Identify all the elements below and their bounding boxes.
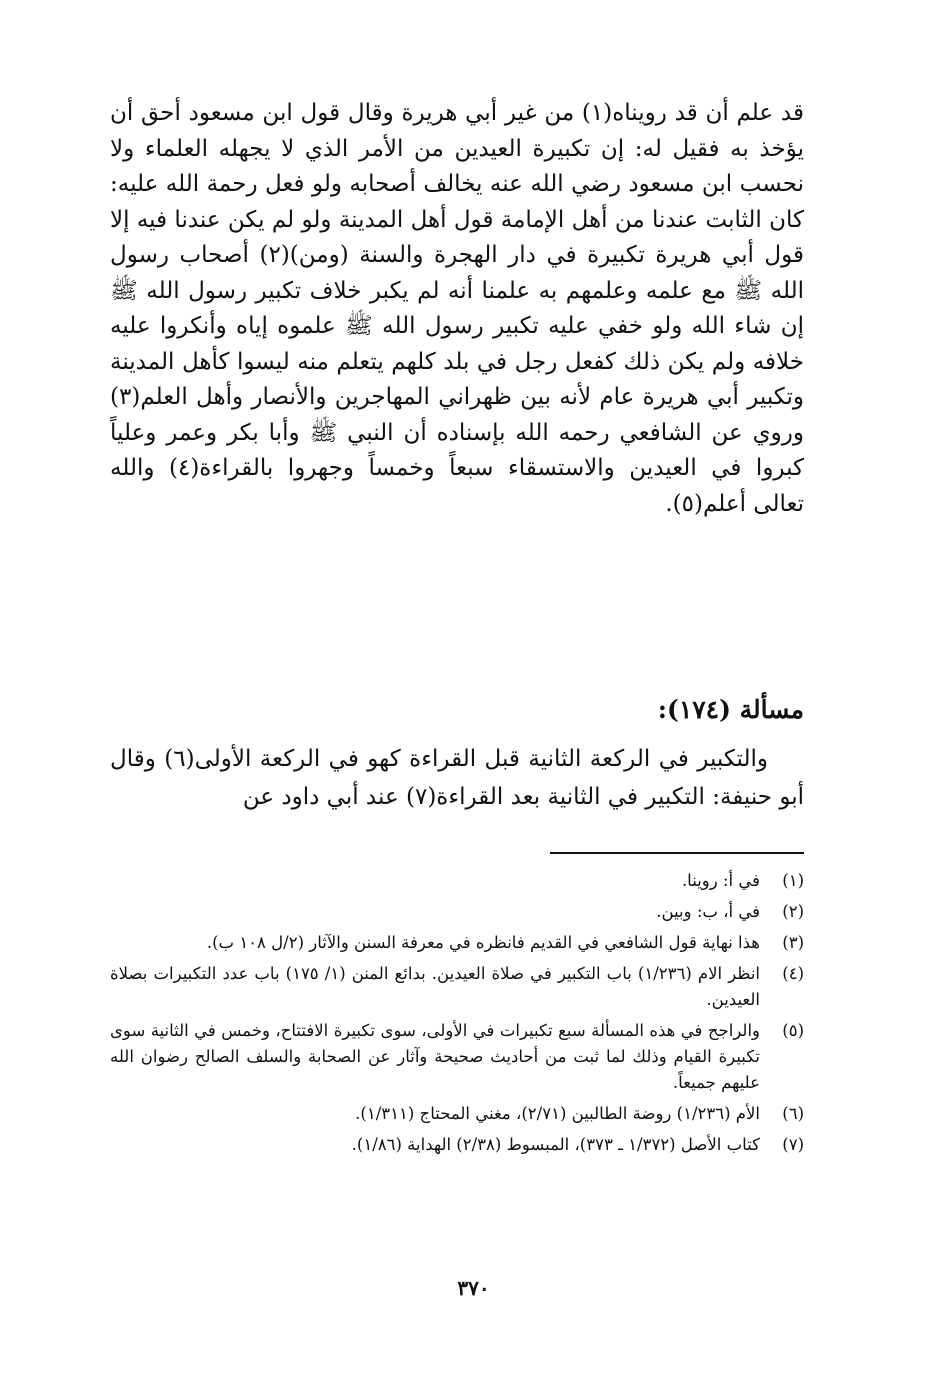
page-number: ٣٧٠	[457, 1276, 490, 1300]
footnote-number: (٣)	[782, 933, 804, 952]
footnote-text: الأم (١/٢٣٦) روضة الطالبين (٢/٧١)، مغني المحتاج (١/٣١١).	[355, 1104, 760, 1123]
footnote-item	[110, 1132, 804, 1158]
footnote-item	[110, 1101, 804, 1127]
footnote-text: كتاب الأصل (١/٣٧٢ ـ ٣٧٣)، المبسوط (٢/٣٨) الهداية (١/٨٦).	[351, 1135, 760, 1154]
main-text-block	[110, 96, 804, 522]
footnote-text: في أ، ب: وبين.	[656, 902, 760, 921]
footnotes-list	[110, 868, 804, 1163]
footnote-number: (٧)	[782, 1135, 804, 1154]
footnote-item	[110, 868, 804, 894]
second-paragraph: والتكبير في الركعة الثانية قبل القراءة كهو في الركعة الأولى(٦) وقال أبو حنيفة: التكبير في الثانية بعد القراءة(٧) عند أبي داود عن	[110, 746, 804, 810]
footnote-text: والراجح في هذه المسألة سبع تكبيرات في الأولى، سوى تكبيرة الافتتاح، وخمس في الثانية سوى تكبيرة القيام وذلك لما ثبت من أحاديث صحيحة وآثار عن الصحابة والسلف الصالح رضوان الله عليهم جميعاً.	[110, 1021, 760, 1092]
section-heading: مسألة (١٧٤):	[657, 695, 804, 724]
footnote-item	[110, 930, 804, 956]
footnote-text: هذا نهاية قول الشافعي في القديم فانظره في معرفة السنن والآثار (٢/ل ١٠٨ ب).	[206, 933, 760, 952]
footnote-text: انظر الام (١/٢٣٦) باب التكبير في صلاة العيدين. بدائع المنن (١/ ١٧٥) باب عدد التكبيرات بصلاة العيدين.	[110, 964, 761, 1009]
footnote-separator	[550, 852, 804, 854]
footnote-number: (٢)	[782, 902, 804, 921]
footnote-text: في أ: روينا.	[681, 871, 760, 890]
footnote-item	[110, 899, 804, 925]
footnote-number: (٤)	[782, 964, 804, 983]
footnote-number: (٦)	[782, 1104, 804, 1123]
footnote-number: (٥)	[782, 1021, 804, 1040]
footnote-item	[110, 1018, 804, 1096]
footnote-number: (١)	[782, 871, 804, 890]
footnote-item	[110, 961, 804, 1013]
main-paragraph: قد علم أن قد رويناه(١) من غير أبي هريرة وقال قول ابن مسعود أحق أن يؤخذ به فقيل له: إن تكبيرة العيدين من الأمر الذي لا يجهله العلماء ولا نحسب ابن مسعود رضي الله عنه يخالف أصحابه ولو فعل رحمة الله عليه: كان الثابت عندنا من أهل الإمامة قول أهل المدينة ولو لم يكن عندنا فيه إلا قول أبي هريرة تكبيرة في دار الهجرة والسنة (ومن)(٢) أصحاب رسول الله ﷺ مع علمه وعلمهم به علمنا أنه لم يكبر خلاف تكبير رسول الله ﷺ إن شاء الله ولو خفي عليه تكبير رسول الله ﷺ علموه إياه وأنكروا عليه خلافه ولم يكن ذلك كفعل رجل في بلد كلهم يتعلم منه ليسوا كأهل المدينة وتكبير أبي هريرة عام لأنه بين ظهراني المهاجرين والأنصار وأهل العلم(٣) وروي عن الشافعي رحمه الله بإسناده أن النبي ﷺ وأبا بكر وعمر وعلياً كبروا في العيدين والاستسقاء سبعاً وخمساً وجهروا بالقراءة(٤) والله تعالى أعلم(٥).	[110, 100, 805, 517]
